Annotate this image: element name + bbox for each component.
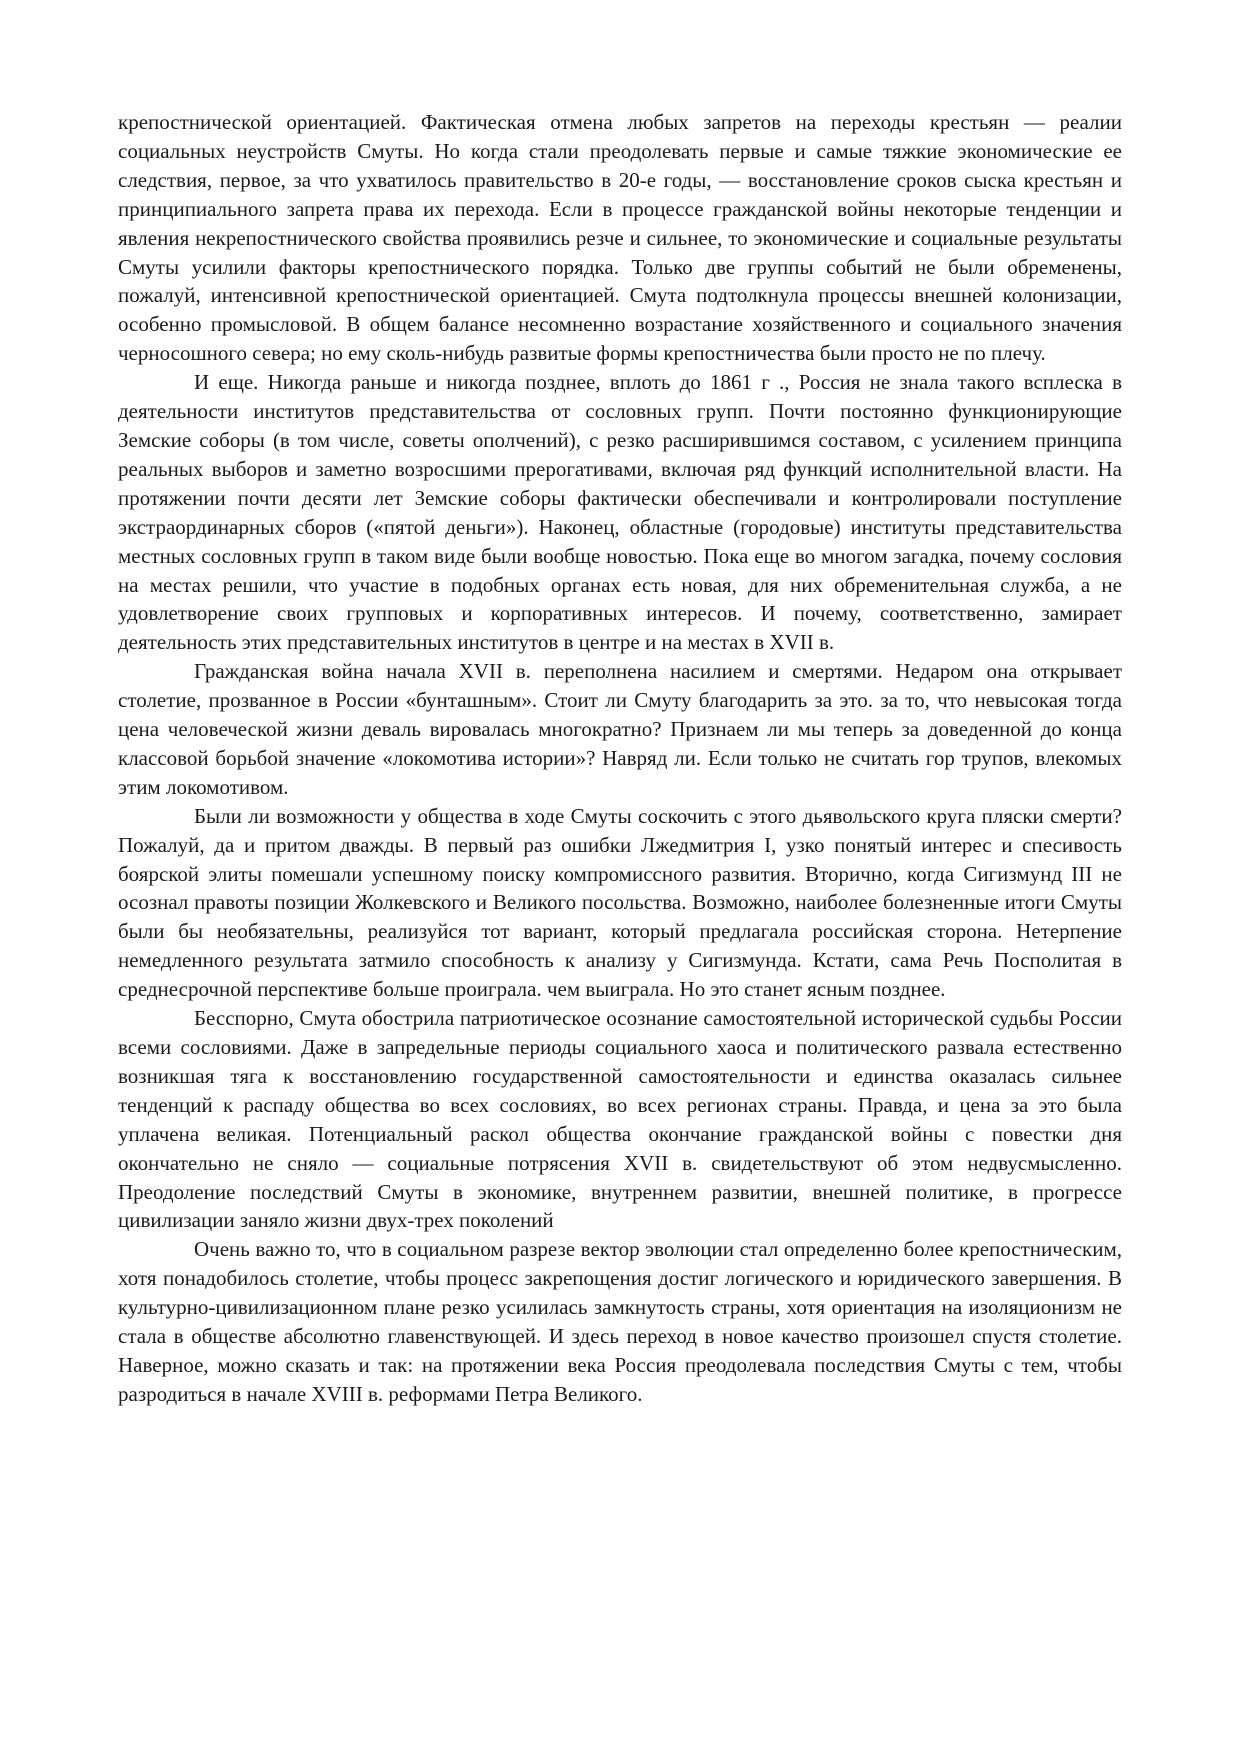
paragraph-2: И еще. Никогда раньше и никогда позднее, вплоть до 1861 г ., Россия не знала такого всплеска в деятельности институтов представительства от сословных групп. Почти постоянно функционирующие Земские соборы (в том числе, советы ополчений), с резко расширившимся составом, с усилением принципа реальных выборов и заметно возросшими прерогативами, включая ряд функций исполнительной власти. На протяжении почти десяти лет Земские соборы фактически обеспечивали и контролировали поступление экстраординарных сборов («пятой деньги»). Наконец, областные (городовые) институты представительства местных сословных групп в таком виде были вообще новостью. Пока еще во многом загадка, почему сословия на местах решили, что участие в подобных органах есть новая, для них обременительная служба, а не удовлетворение своих групповых и корпоративных интересов. И почему, соответственно, замирает деятельность этих представительных институтов в центре и на местах в XVII в. xyxy=(118,370,1122,655)
paragraph-6: Очень важно то, что в социальном разрезе вектор эволюции стал определенно более крепостническим, хотя понадобилось столетие, чтобы процесс закрепощения достиг логического и юридического завершения. В культурно-цивилизационном плане резко усилилась замкнутость страны, хотя ориентация на изоляционизм не стала в обществе абсолютно главенствующей. И здесь переход в новое качество произошел спустя столетие. Наверное, можно сказать и так: на протяжении века Россия преодолевала последствия Смуты с тем, чтобы разродиться в начале XVIII в. реформами Петра Великого. xyxy=(118,1237,1122,1406)
paragraph-4: Были ли возможности у общества в ходе Смуты соскочить с этого дьявольского круга пляски смерти? Пожалуй, да и притом дважды. В первый раз ошибки Лжедмитрия I, узко понятый интерес и спесивость боярской элиты помешали успешному поиску компромиссного развития. Вторично, когда Сигизмунд III не осознал правоты позиции Жолкевского и Великого посольства. Возможно, наиболее болезненные итоги Смуты были бы необязательны, реализуйся тот вариант, который предлагала российская сторона. Нетерпение немедленного результата затмило способность к анализу у Сигизмунда. Кстати, сама Речь Посполитая в среднесрочной перспективе больше проиграла. чем выиграла. Но это станет ясным позднее. xyxy=(118,803,1122,1002)
paragraph-5: Бесспорно, Смута обострила патриотическое осознание самостоятельной исторической судьбы России всеми сословиями. Даже в запредельные периоды социального хаоса и политического развала естественно возникшая тяга к восстановлению государственной самостоятельности и единства оказалась сильнее тенденций к распаду общества во всех сословиях, во всех регионах страны. Правда, и цена за это была уплачена великая. Потенциальный раскол общества окончание гражданской войны с повестки дня окончательно не сняло — социальные потрясения XVII в. свидетельствуют об этом недвусмысленно. Преодоление последствий Смуты в экономике, внутреннем развитии, внешней политике, в прогрессе цивилизации заняло жизни двух-трех поколений xyxy=(118,1006,1122,1233)
paragraph-1: крепостнической ориентацией. Фактическая отмена любых запретов на переходы крестьян — реалии социальных неустройств Смуты. Но когда стали преодолевать первые и самые тяжкие экономические ее следствия, первое, за что ухватилось правительство в 20-е годы, — восстановление сроков сыска крестьян и принципиального запрета права их перехода. Если в процессе гражданской войны некоторые тенденции и явления некрепостнического свойства проявились резче и сильнее, то экономические и социальные результаты Смуты усилили факторы крепостнического порядка. Только две группы событий не были обременены, пожалуй, интенсивной крепостнической ориентацией. Смута подтолкнула процессы внешней колонизации, особенно промысловой. В общем балансе несомненно возрастание хозяйственного и социального значения черносошного севера; но ему сколь-нибудь развитые формы крепостничества были просто не по плечу. xyxy=(118,110,1122,366)
document-page xyxy=(118,108,1122,1409)
paragraph-3: Гражданская война начала XVII в. переполнена насилием и смертями. Недаром она открывает столетие, прозванное в России «бунташным». Стоит ли Смуту благодарить за это. за то, что невысокая тогда цена человеческой жизни деваль вировалась многократно? Признаем ли мы теперь за доведенной до конца классовой борьбой значение «локомотива истории»? Навряд ли. Если только не считать гор трупов, влекомых этим локомотивом. xyxy=(118,659,1122,799)
